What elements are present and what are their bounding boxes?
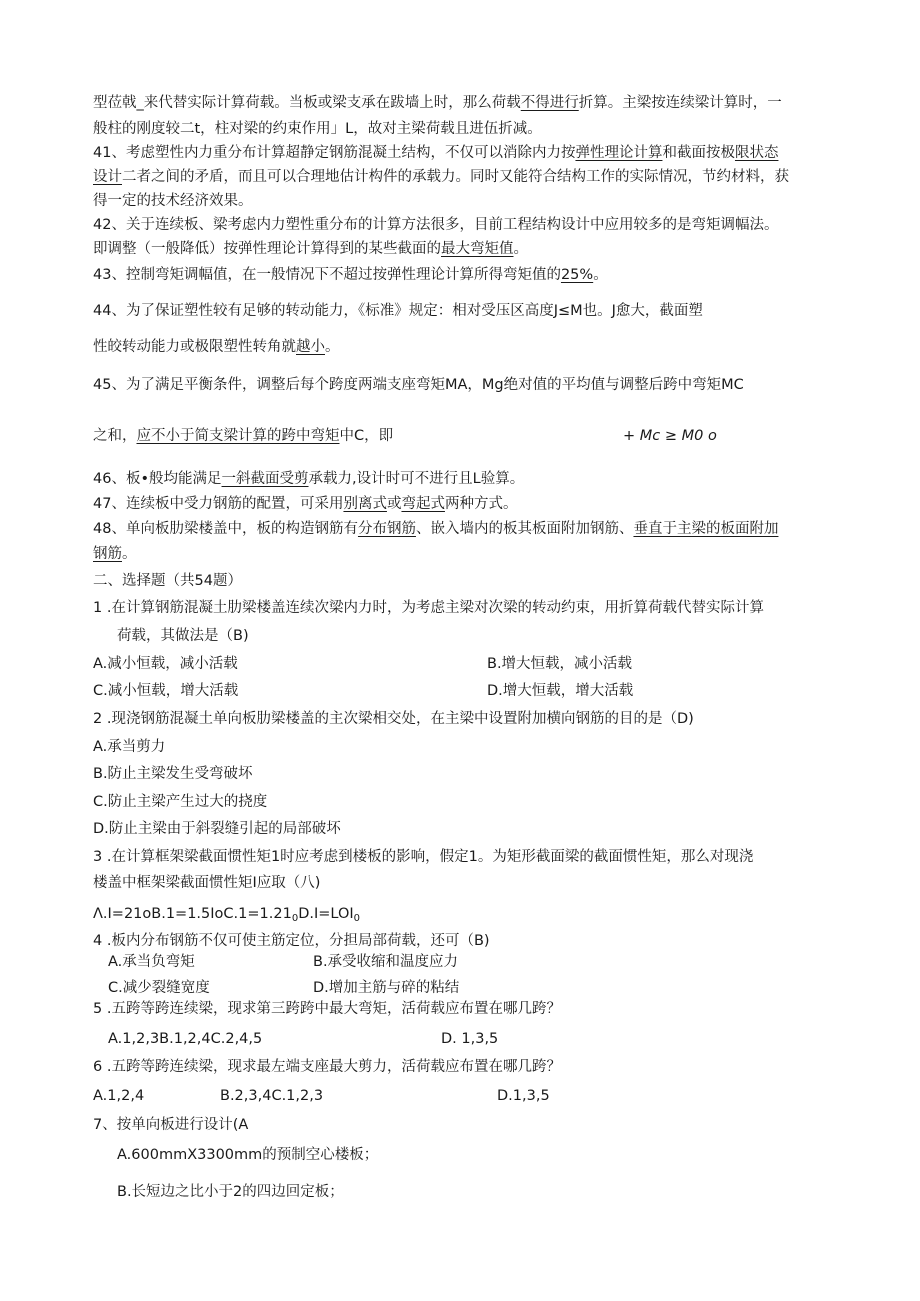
option-row: A.减小恒载，减小活载 B.增大恒载，减小活载	[93, 656, 633, 672]
text-line: 荷载，其做法是（B)	[117, 628, 249, 644]
option-row: $\Lambda.I=21oB.1=1.5IoC.1=1.21_0D.I=LOI_0$	[93, 906, 361, 924]
text-line: 般柱的刚度较二t，柱对梁的约束作用」L，故对主梁荷载且进伍折减。	[93, 121, 542, 137]
question-3: 3 .在计算框架梁截面惯性矩1时应考虑到楼板的影响，假定1。为矩形截面梁的截面惯性矩，那么对现浇	[93, 849, 754, 865]
option: B.防止主梁发生受弯破坏	[93, 766, 253, 782]
question-41: 41、考虑塑性内力重分布计算超静定钢筋混凝土结构，不仅可以消除内力按弹性理论计算和截面按极限状态	[93, 145, 779, 161]
text-line: 楼盖中框架梁截面惯性矩I应取（八)	[93, 875, 321, 891]
text-line: 设计二者之间的矛盾，而且可以合理地估计构件的承载力。同时又能符合结构工作的实际情况，节约材料，获	[93, 169, 789, 185]
text-line: 即调整（一般降低）按弹性理论计算得到的某些截面的最大弯矩值。	[93, 241, 528, 257]
question-42: 42、关于连续板、梁考虑内力塑性重分布的计算方法很多，目前工程结构设计中应用较多的是弯矩调幅法。	[93, 217, 779, 233]
question-46: 46、板•般均能满足一斜截面受剪承载力,设计时可不进行且L验算。	[93, 471, 525, 487]
question-6: 6 .五跨等跨连续梁，现求最左端支座最大剪力，活荷载应布置在哪几跨？	[93, 1059, 561, 1075]
option-row: A.1,2,4 B.2,3,4C.1,2,3 D.1,3,5	[93, 1088, 550, 1104]
option: B.长短边之比小于2的四边回定板；	[117, 1184, 344, 1200]
document-page: 型莅戟_来代替实际计算荷载。当板或梁支承在跋墙上时，那么荷载不得进行折算。主梁按连续梁计算时，一 般柱的刚度较二t，柱对梁的约束作用」L，故对主梁荷载且进伍折减。 41、考虑塑性内力重分布计算超静定钢筋混凝土结构，不仅可以消除内力按弹性理论计算和截面按极限状态 设计二者之间的矛盾，而且可以合理地估计构件的承载力。同时又能符合结构工作的实际情况，节约材料，获 得一定的技术经济效果。 42、关于连续板、梁考虑内力塑性重分布的计算方法很多，目前工程结构设计中应用较多的是弯矩调幅法。 即调整（一般降低）按弹性理论计算得到的某些截面的最大弯矩值。 43、控制弯矩调幅值，在一般情况下不超过按弹性理论计算所得弯矩值的25%。 44、为了保证塑性较有足够的转动能力，《标准》规定：相对受压区高度J≤M也。J愈大，截面塑 性皎转动能力或极限塑性转角就越小。 45、为了满足平衡条件，调整后每个跨度两端支座弯矩MA，Mg绝对值的平均值与调整后跨中弯矩MC 之和，应不小于简支梁计算的跨中弯矩中C，即 + Mc ≥ M0 o 46、板•般均能满足一斜截面受剪承载力,设计时可不进行且L验算。 47、连续板中受力钢筋的配置，可采用别离式或弯起式两种方式。 48、单向板肋梁楼盖中，板的构造钢筋有分布钢筋、嵌入墙内的板其板面附加钢筋、垂直于主梁的板面附加 钢筋。 二、选择题（共54题） 1 .在计算钢筋混凝土肋梁楼盖连续次梁内力时，为考虑主梁对次梁的转动约束，用折算荷载代替实际计算 荷载，其做法是（B) A.减小恒载，减小活载 B.增大恒载，减小活载 C.减小恒载，增大活载 D.增大恒载，增大活载 2 .现浇钢筋混凝土单向板肋梁楼盖的主次梁相交处，在主梁中设置附加横向钢筋的目的是（D) A.承当剪力 B.防止主梁发生受弯破坏 C.防止主梁产生过大的挠度 D.防止主梁由于斜裂缝引起的局部破坏 3 .在计算框架梁截面惯性矩1时应考虑到楼板的影响，假定1。为矩形截面梁的截面惯性矩，那么对现浇 楼盖中框架梁截面惯性矩I应取（八) $\Lambda.I=21oB.1=1.5IoC.1=1.21_0D.I=LOI_0$ 4 .板内分布钢筋不仅可使主筋定位，分担局部荷载，还可（B) A.承当负弯矩 B.承受收缩和温度应力 C.减少裂缝宽度 D.增加主筋与碎的粘结 5 .五跨等跨连续梁，现求第三跨跨中最大弯矩，活荷载应布置在哪几跨？ A.1,2,3B.1,2,4C.2,4,5 D. 1,3,5 6 .五跨等跨连续梁，现求最左端支座最大剪力，活荷载应布置在哪几跨？ A.1,2,4 B.2,3,4C.1,2,3 D.1,3,5 7、按单向板进行设计(A A.600mmX3300mm的预制空心楼板； B.长短边之比小于2的四边回定板；	[0, 0, 920, 1301]
option: A.承当剪力	[93, 739, 166, 755]
question-2: 2 .现浇钢筋混凝土单向板肋梁楼盖的主次梁相交处，在主梁中设置附加横向钢筋的目的是（D)	[93, 711, 694, 727]
text-line: 性皎转动能力或极限塑性转角就越小。	[93, 339, 340, 355]
option-row: C.减小恒载，增大活载 D.增大恒载，增大活载	[93, 683, 634, 699]
text-line: 得一定的技术经济效果。	[93, 193, 253, 209]
question-7: 7、按单向板进行设计(A	[93, 1117, 249, 1133]
question-1: 1 .在计算钢筋混凝土肋梁楼盖连续次梁内力时，为考虑主梁对次梁的转动约束，用折算荷载代替实际计算	[93, 600, 764, 616]
question-5: 5 .五跨等跨连续梁，现求第三跨跨中最大弯矩，活荷载应布置在哪几跨？	[93, 1001, 561, 1017]
option: C.防止主梁产生过大的挠度	[93, 794, 268, 810]
question-44: 44、为了保证塑性较有足够的转动能力，《标准》规定：相对受压区高度J≤M也。J愈大，截面塑	[93, 303, 703, 319]
formula: + Mc ≥ M0 o	[623, 428, 717, 444]
text-line: 之和，应不小于简支梁计算的跨中弯矩中C，即 + Mc ≥ M0 o	[93, 428, 717, 444]
question-4: 4 .板内分布钢筋不仅可使主筋定位，分担局部荷载，还可（B)	[93, 933, 490, 949]
question-45: 45、为了满足平衡条件，调整后每个跨度两端支座弯矩MA，Mg绝对值的平均值与调整后跨中弯矩MC	[93, 377, 744, 393]
section-title: 二、选择题（共54题）	[93, 573, 242, 589]
text-line: 型莅戟_来代替实际计算荷载。当板或梁支承在跋墙上时，那么荷载不得进行折算。主梁按连续梁计算时，一	[93, 95, 782, 111]
question-47: 47、连续板中受力钢筋的配置，可采用别离式或弯起式两种方式。	[93, 496, 518, 512]
question-43: 43、控制弯矩调幅值，在一般情况下不超过按弹性理论计算所得弯矩值的25%。	[93, 267, 608, 283]
option: A.600mmX3300mm的预制空心楼板；	[117, 1147, 379, 1163]
option: D.防止主梁由于斜裂缝引起的局部破坏	[93, 821, 341, 837]
text-line: 钢筋。	[93, 546, 137, 562]
question-48: 48、单向板肋梁楼盖中，板的构造钢筋有分布钢筋、嵌入墙内的板其板面附加钢筋、垂直于主梁的板面附加	[93, 521, 779, 537]
